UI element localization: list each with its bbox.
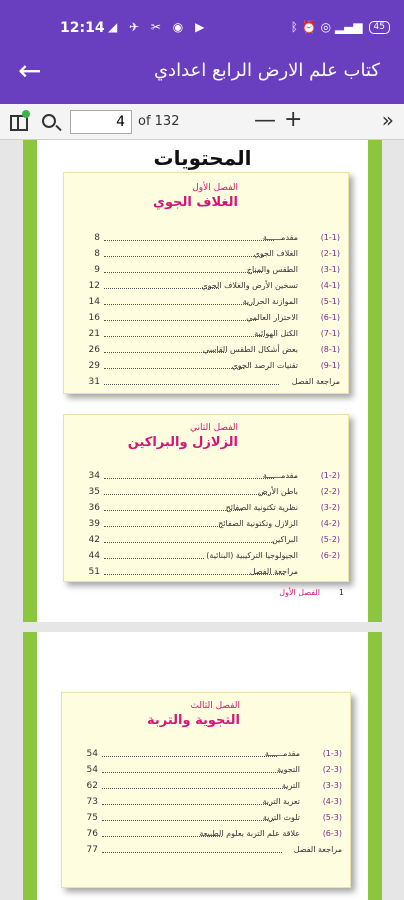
toc-leader — [104, 542, 274, 543]
toc-section-number: (2-1) — [320, 249, 340, 258]
toc-leader — [104, 240, 274, 241]
toc-entry-text: مراجعة الفصل — [293, 845, 342, 854]
notification-dot — [22, 110, 30, 118]
toc-page-number: 31 — [88, 377, 100, 387]
toc-section-number: (1-3) — [322, 749, 342, 758]
toc-row — [64, 503, 348, 517]
toc-page-number: 73 — [86, 797, 98, 807]
chapter-card — [61, 692, 351, 888]
toc-section-number: (3-1) — [320, 265, 340, 274]
chapter-label: الفصل الثاني — [190, 423, 238, 433]
toc-page-number: 9 — [94, 265, 100, 275]
toc-page-number: 35 — [88, 487, 100, 497]
toc-leader — [104, 336, 264, 337]
toc-entry-text: مراجعة الفصل — [291, 377, 340, 386]
toc-page-number: 76 — [86, 829, 98, 839]
toc-leader — [102, 756, 277, 757]
toc-entry-text: تقنيات الرصد الجوي — [231, 361, 298, 370]
toc-entry-text: التجوية — [277, 765, 300, 774]
toc-section-number: (8-1) — [320, 345, 340, 354]
toc-leader — [102, 852, 282, 853]
toc-page-number: 34 — [88, 471, 100, 481]
toc-section-number: (6-2) — [320, 551, 340, 560]
toc-section-number: (1-2) — [320, 471, 340, 480]
toc-entry-text: نظرية تكتونية الصفائح — [225, 503, 298, 512]
toc-section-number: (4-2) — [320, 519, 340, 528]
toc-entry-text: تعرية التربة — [262, 797, 300, 806]
toc-leader — [104, 256, 264, 257]
toc-row — [64, 313, 348, 327]
toc-row — [64, 329, 348, 343]
chapter-title: التجوية والتربة — [146, 713, 240, 728]
page-footer-label: الفصل الأول — [279, 588, 320, 597]
toc-row — [62, 845, 350, 859]
toc-entry-text: الاحترار العالمي — [246, 313, 298, 322]
status-time: 12:14 — [60, 20, 105, 36]
toc-heading: المحتويات — [153, 146, 252, 170]
zoom-in-button[interactable]: + — [284, 107, 303, 132]
toc-leader — [104, 272, 262, 273]
toc-row — [62, 797, 350, 811]
page-footer-number: 1 — [338, 588, 344, 597]
toc-page-number: 39 — [88, 519, 100, 529]
notification-icons: ◢ ✈ ✂ ◉ ▶ — [108, 20, 209, 34]
chapter-label: الفصل الثالث — [190, 701, 240, 711]
toc-row — [62, 813, 350, 827]
pdf-page — [23, 140, 382, 622]
toc-entry-text: مقدمــــــة — [262, 233, 298, 242]
toc-page-number: 77 — [86, 845, 98, 855]
more-tools-icon[interactable]: » — [381, 108, 394, 132]
toc-row — [64, 487, 348, 501]
toc-row — [64, 281, 348, 295]
toc-section-number: (5-1) — [320, 297, 340, 306]
page-border-left — [23, 632, 37, 900]
system-status-icons: ᛒ ⏰ ◎ ▂▄▆ — [290, 20, 363, 34]
document-viewer[interactable] — [0, 140, 404, 900]
toc-leader — [102, 804, 272, 805]
toc-section-number: (7-1) — [320, 329, 340, 338]
toc-leader — [102, 820, 274, 821]
toc-row — [64, 551, 348, 565]
toc-row — [64, 471, 348, 485]
chapter-card — [63, 414, 349, 582]
toc-row — [62, 781, 350, 795]
toc-leader — [102, 788, 287, 789]
zoom-out-button[interactable]: — — [254, 108, 276, 133]
toc-entry-text: البراكين — [271, 535, 298, 544]
toc-section-number: (6-3) — [322, 829, 342, 838]
toc-entry-text: الغلاف الجوي — [253, 249, 298, 258]
toc-page-number: 42 — [88, 535, 100, 545]
toc-row — [64, 297, 348, 311]
toc-leader — [104, 368, 244, 369]
battery-icon: 45 — [369, 21, 390, 34]
chapter-title: الغلاف الجوي — [153, 195, 238, 210]
toc-row — [64, 265, 348, 279]
toc-page-number: 62 — [86, 781, 98, 791]
toc-leader — [104, 558, 204, 559]
chapter-card — [63, 172, 349, 394]
toc-section-number: (1-1) — [320, 233, 340, 242]
toc-leader — [104, 526, 222, 527]
toc-row — [64, 345, 348, 359]
page-border-right — [368, 632, 382, 900]
toc-section-number: (2-2) — [320, 487, 340, 496]
toc-page-number: 29 — [88, 361, 100, 371]
toc-section-number: (5-2) — [320, 535, 340, 544]
toc-page-number: 51 — [88, 567, 100, 577]
toc-entry-text: علاقة علم التربة بعلوم الطبيعة — [199, 829, 300, 838]
toc-page-number: 54 — [86, 765, 98, 775]
toc-entry-text: الكتل الهوائية — [254, 329, 298, 338]
toc-leader — [104, 320, 256, 321]
toc-page-number: 8 — [94, 233, 100, 243]
search-icon[interactable] — [42, 114, 56, 128]
toc-row — [62, 829, 350, 843]
toc-page-number: 36 — [88, 503, 100, 513]
page-number-input[interactable] — [70, 110, 132, 134]
toc-row — [64, 535, 348, 549]
toc-row — [64, 377, 348, 391]
toc-entry-text: باطن الأرض — [258, 487, 298, 496]
chapter-label: الفصل الأول — [192, 183, 238, 193]
toc-row — [64, 361, 348, 375]
toc-leader — [104, 384, 279, 385]
toc-row — [64, 233, 348, 247]
toc-entry-text: تسخين الأرض والغلاف الجوي — [201, 281, 298, 290]
toc-entry-text: مراجعة الفصل — [249, 567, 298, 576]
toc-section-number: (4-1) — [320, 281, 340, 290]
app-bar — [0, 44, 404, 104]
toc-section-number: (5-3) — [322, 813, 342, 822]
toc-row — [62, 765, 350, 779]
toc-row — [64, 519, 348, 533]
toc-page-number: 14 — [88, 297, 100, 307]
toc-entry-text: الطقس والمناخ — [246, 265, 298, 274]
toc-entry-text: الزلازل وتكتونية الصفائح — [218, 519, 298, 528]
toc-entry-text: تلوث التربة — [262, 813, 300, 822]
toc-section-number: (3-2) — [320, 503, 340, 512]
page-border-left — [23, 140, 37, 622]
toc-row — [64, 249, 348, 263]
toc-row — [64, 567, 348, 581]
toc-leader — [104, 510, 242, 511]
toc-section-number: (6-1) — [320, 313, 340, 322]
back-arrow-icon[interactable]: ← — [18, 54, 42, 87]
book-title: كتاب علم الارض الرابع اعدادي — [153, 60, 380, 81]
toc-page-number: 26 — [88, 345, 100, 355]
toc-leader — [104, 494, 269, 495]
pdf-toolbar — [0, 104, 404, 140]
toc-page-number: 12 — [88, 281, 100, 291]
chapter-title: الزلازل والبراكين — [127, 435, 238, 450]
toc-section-number: (4-3) — [322, 797, 342, 806]
toc-page-number: 16 — [88, 313, 100, 323]
toc-entry-text: مقدمــــــة — [262, 471, 298, 480]
toc-page-number: 75 — [86, 813, 98, 823]
page-total-label: of 132 — [138, 114, 180, 129]
toc-page-number: 21 — [88, 329, 100, 339]
page-border-right — [368, 140, 382, 622]
toc-entry-text: التربة — [281, 781, 300, 790]
toc-leader — [102, 772, 282, 773]
toc-entry-text: مقدمــــــة — [264, 749, 300, 758]
toc-section-number: (9-1) — [320, 361, 340, 370]
toc-entry-text: بعض أشكال الطقس القاسي — [202, 345, 298, 354]
toc-section-number: (3-3) — [322, 781, 342, 790]
toc-leader — [104, 304, 254, 305]
pdf-page — [23, 632, 382, 900]
toc-leader — [104, 478, 274, 479]
toc-entry-text: الموازنة الحرارية — [242, 297, 298, 306]
toc-section-number: (2-3) — [322, 765, 342, 774]
toc-entry-text: الجيولوجيا التركيبية (البنائية) — [206, 551, 298, 560]
toc-page-number: 8 — [94, 249, 100, 259]
toc-row — [62, 749, 350, 763]
toc-page-number: 44 — [88, 551, 100, 561]
system-icons — [291, 20, 390, 34]
toc-page-number: 54 — [86, 749, 98, 759]
